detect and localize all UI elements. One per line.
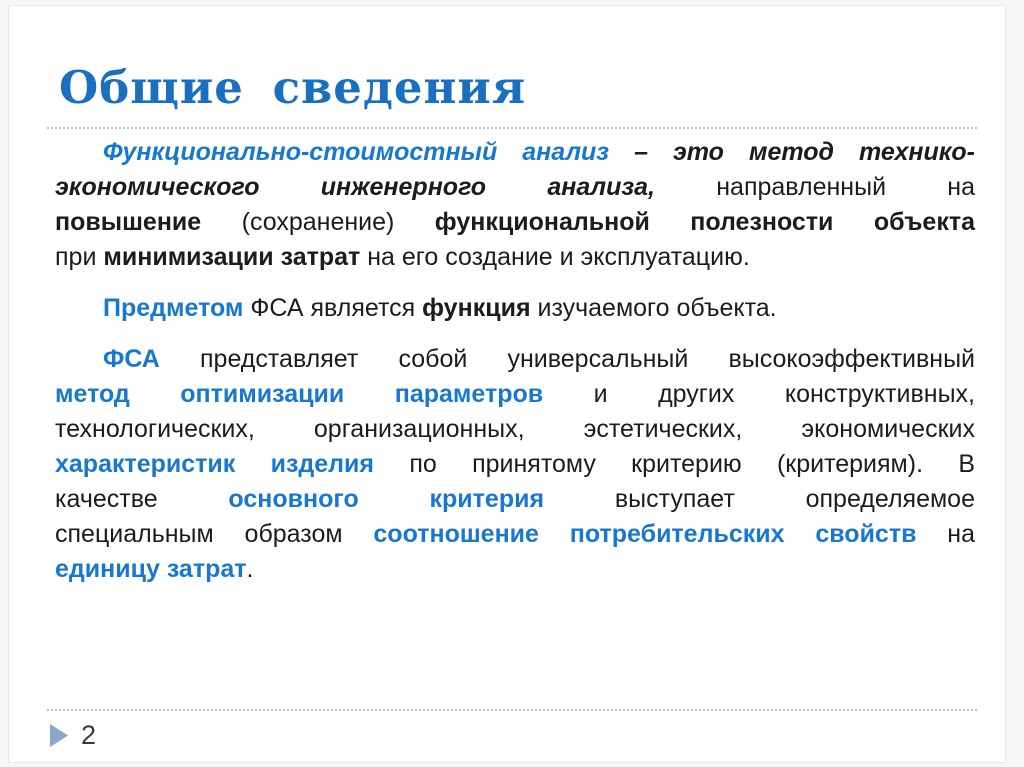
text-run: повышение (55, 208, 202, 236)
text-run: специальным образом (55, 520, 343, 548)
text-line (55, 170, 975, 205)
text-run: на (947, 520, 976, 548)
paragraph (55, 291, 975, 326)
text-run: представляет собой универсальный высокоэффективный (200, 345, 975, 373)
slide (8, 5, 1006, 763)
text-run: Функционально-стоимостный анализ (103, 138, 610, 166)
page-number: 2 (81, 720, 97, 750)
slide-body (55, 135, 975, 603)
text-line (55, 205, 975, 240)
text-run: функциональной полезности объекта (434, 208, 975, 236)
text-run: качестве (55, 485, 158, 513)
text-line (55, 135, 975, 170)
text-run: основного критерия (228, 485, 545, 513)
text-run: ФСА (103, 345, 160, 373)
text-line (55, 412, 975, 447)
text-line (55, 240, 975, 275)
text-run: на его создание и эксплуатацию. (367, 243, 750, 271)
text-run: функция (422, 294, 531, 322)
text-run: . (246, 555, 254, 583)
text-run: направленный на (716, 173, 975, 201)
text-run: ФСА является (250, 294, 416, 322)
text-line (55, 482, 975, 517)
text-run: экономического инженерного анализа, (55, 173, 655, 201)
text-run: изучаемого объекта. (537, 294, 777, 322)
text-run: по принятому критерию (критериям). В (409, 450, 975, 478)
text-run: при (55, 243, 97, 271)
paragraph (55, 342, 975, 587)
page-marker-icon (50, 724, 68, 747)
text-line (55, 517, 975, 552)
text-run: и других конструктивных, (593, 380, 975, 408)
text-run: единицу затрат (55, 555, 247, 583)
text-line (55, 291, 975, 326)
text-run: соотношение потребительских свойств (373, 520, 917, 548)
text-run: Предметом (103, 294, 244, 322)
paragraph (55, 135, 975, 275)
triangle-shape (50, 724, 68, 747)
footer-separator (47, 709, 977, 711)
text-run: характеристик изделия (55, 450, 375, 478)
text-line (55, 342, 975, 377)
text-run: метод оптимизации параметров (55, 380, 544, 408)
text-run: (сохранение) (241, 208, 395, 236)
text-line (55, 377, 975, 412)
text-run: выступает определяемое (614, 485, 975, 513)
text-run: технологических, организационных, эстетических, экономических (55, 415, 975, 443)
text-line (55, 552, 975, 587)
page-title: Общие сведения (59, 61, 527, 114)
text-run: минимизации затрат (103, 243, 361, 271)
title-separator (47, 127, 977, 129)
text-line (55, 447, 975, 482)
text-run: – это метод технико- (634, 138, 975, 166)
